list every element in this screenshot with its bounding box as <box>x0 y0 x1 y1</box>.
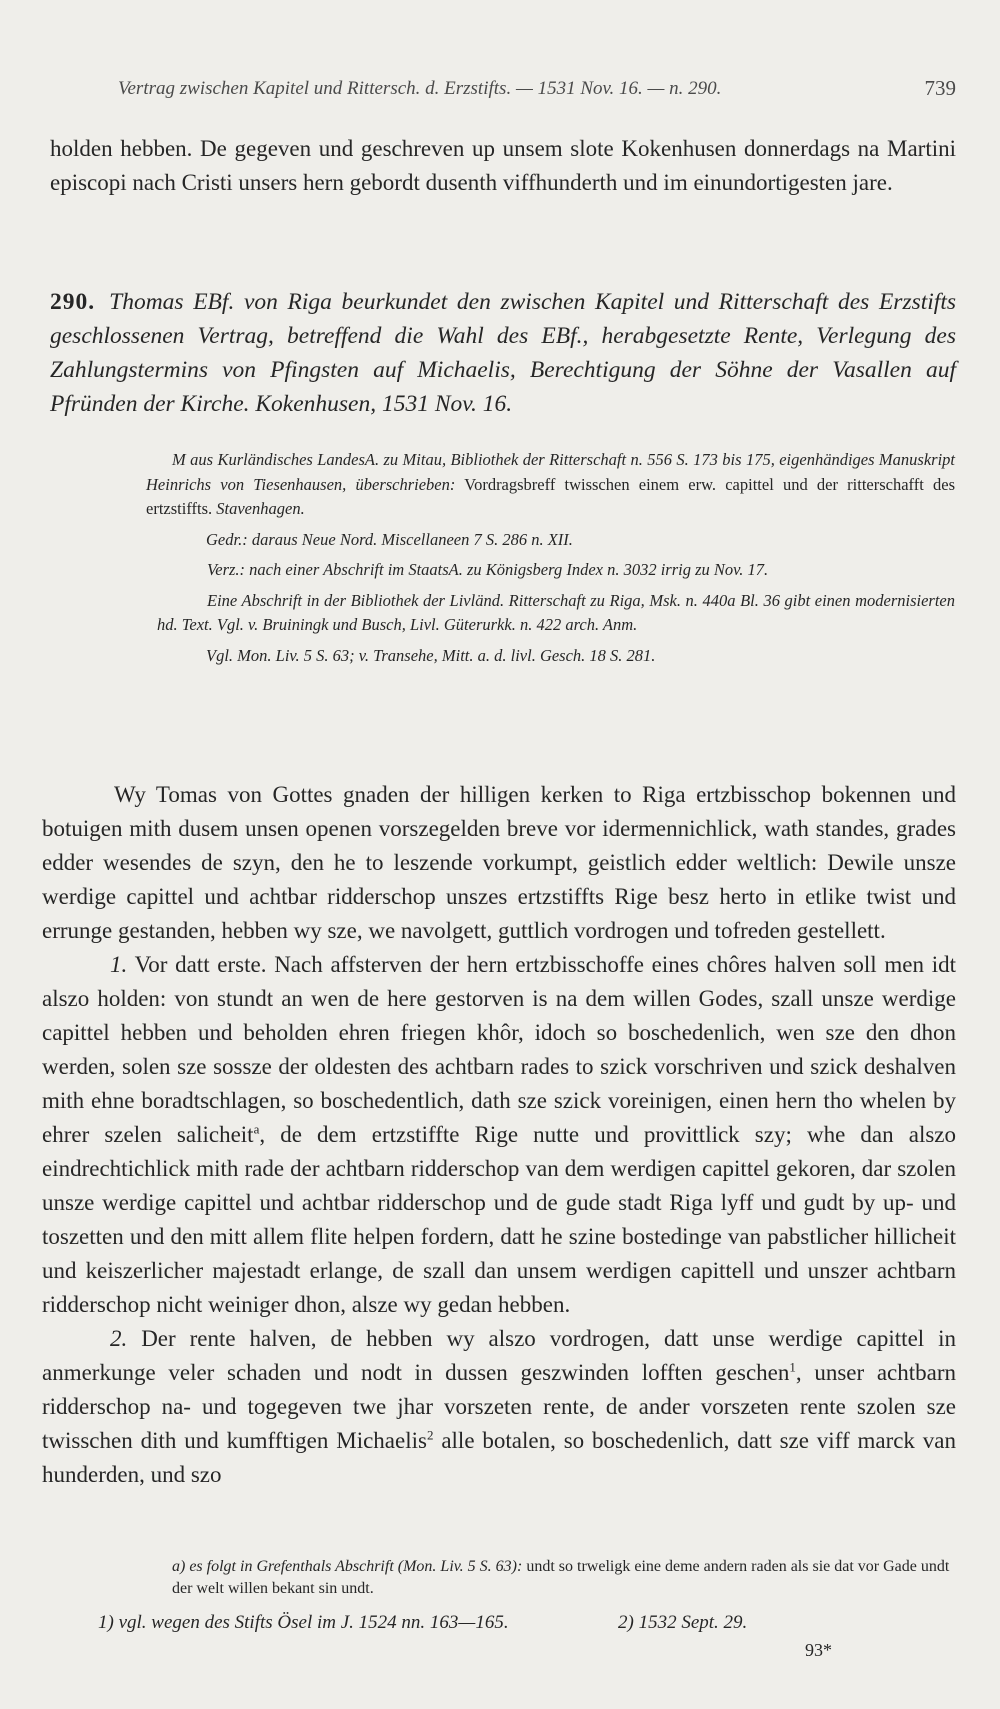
charter-intro: Wy Tomas von Gottes gnaden der hilligen kerken to Riga ertzbisschop bokennen und botuigen mith dusem unsen openen vorszegelden breve vor idermennichlick, wath standes, grades edder wesendes de szyn, den he to leszende vorkumpt, geistlich edder weltlich: Dewile unsze werdige capittel und achtbar ridderschop unszes ertzstiffts Rige besz herto in etlike twist und errunge gestanden, hebben wy sze, we navolgett, guttlich vordrogen und tofreden gestellett. <box>42 782 956 943</box>
literature-entry: Vgl. Mon. Liv. 5 S. 63; v. Transehe, Mitt. a. d. livl. Gesch. 18 S. 281. <box>206 645 656 665</box>
paragraph-text: Vor datt erste. Nach affsterven der hern ertzbisschoffe eines chôres halven soll men idt alszo holden: von stundt an wen de here gestorven is na dem willen Godes, szall unsze werdige capittel hebben und beholden ehren friegen khôr, idoch so boschedenlich, wen sze den dhon werden, solen sze sossze der oldesten des achtbarn rades to szick vorschriven und szick deshalven mith ehne boradtschlagen, so boschedentlich, dath sze szick voreinigen, einen hern tho whelen by ehrer szelen salicheit <box>42 952 956 1147</box>
charter-paragraph-2 <box>42 1322 956 1492</box>
page-number: 739 <box>924 76 956 100</box>
continuation-text: holden hebben. De gegeven und geschreven up unsem slote Kokenhusen donnerdags na Martini episcopi nach Cristi unsers hern gebordt dusenth viffhunderth und im einundortigesten jare. <box>50 136 956 195</box>
print-entry: Gedr.: daraus Neue Nord. Miscellaneen 7 S. 286 n. XII. <box>206 529 573 549</box>
footnote-2: 2) 1532 Sept. 29. <box>618 1612 748 1633</box>
footnote-ref-1: 1 <box>789 1359 796 1375</box>
signature-mark: 93* <box>805 1640 832 1660</box>
source-author: Stavenhagen. <box>216 499 305 518</box>
footnote-1: 1) vgl. wegen des Stifts Ösel im J. 1524 nn. 163—165. <box>98 1612 509 1633</box>
numbered-footnotes <box>98 1612 858 1634</box>
source-heading: Vordragsbreff twisschen einem erw. capittel und der ritterschafft des ertzstiffts. <box>146 474 955 518</box>
critical-apparatus <box>146 448 956 668</box>
footnote-a-label: a) es folgt in Grefenthals Abschrift (Mon. Liv. 5 S. 63): <box>172 1558 523 1575</box>
footnote-ref-a: a <box>253 1121 260 1137</box>
footnote-a <box>172 1556 956 1600</box>
source-entry <box>146 448 955 522</box>
document-heading <box>50 285 956 421</box>
document-number: 290. <box>50 289 96 315</box>
footnote-ref-2: 2 <box>426 1427 434 1443</box>
footnote-a-text: undt so trweligk eine deme andern raden als sie dat vor Gade undt der welt willen bekant sin undt. <box>172 1558 950 1597</box>
paragraph-text: , de dem ertzstiffte Rige nutte und provittlick szy; whe dan alszo eindrechtichlick mith rade der achtbarn ridderschop van dem werdigen capittel gekoren, dar szolen unsze werdige capittel und achtbar ridderschop und de gude stadt Riga lyff und gudt by up- und toszetten und den mitt allem flite helpen fordern, datt he szine bostedinge van pabstlicher hillicheit und keiszerlicher majestadt erlange, de szall dan unsem werdigen capittell und unszer achtbarn ridderschop nicht weiniger dhon, alsze wy gedan hebben. <box>42 1122 956 1317</box>
register-entry: Verz.: nach einer Abschrift im StaatsA. zu Königsberg Index n. 3032 irrig zu Nov. 17. <box>207 560 769 579</box>
charter-text <box>42 778 956 1492</box>
paragraph-text: Der rente halven, de hebben wy alszo vordrogen, datt unse werdige capittel in anmerkunge veler schaden und nodt in dussen geszwinden lofften geschen <box>42 1326 956 1385</box>
copy-entry: Eine Abschrift in der Bibliothek der Livländ. Ritterschaft zu Riga, Msk. n. 440a Bl. 36 gibt einen modernisierten hd. Text. Vgl. v. Bruiningk und Busch, Livl. Güterurkk. n. 422 arch. Anm. <box>157 590 955 634</box>
paragraph-text: alle botalen, so boschedenlich, datt sze viff marck van hunderden, und szo <box>42 1428 957 1487</box>
document-regest: Thomas EBf. von Riga beurkundet den zwischen Kapitel und Ritterschaft des Erzstifts geschlossenen Vertrag, betreffend die Wahl des EBf., herabgesetzte Rente, Verlegung des Zahlungstermins von Pfingsten auf Michaelis, Berechtigung der Söhne der Vasallen auf Pfründen der Kirche. Kokenhusen, 1531 Nov. 16. <box>50 289 956 417</box>
source-description: aus Kurländisches LandesA. zu Mitau, Bibliothek der Ritterschaft n. 556 S. 173 bis 175, eigenhändiges Manuskript Heinrichs von Tiesenhausen, überschrieben: <box>146 450 956 494</box>
running-title: Vertrag zwischen Kapitel und Rittersch. d. Erzstifts. — 1531 Nov. 16. — n. 290. <box>118 78 722 99</box>
running-head <box>118 78 956 100</box>
paragraph-number: 1. <box>110 952 128 977</box>
source-siglum: M <box>172 450 186 469</box>
paragraph-number: 2. <box>110 1326 128 1351</box>
charter-paragraph-1 <box>42 948 956 1322</box>
paragraph-text: , unser achtbarn ridderschop na- und togegeven twe jhar vorszeten rente, de ander vorszeten rente szolen sze twisschen dith und kumfftigen Michaelis <box>42 1360 956 1453</box>
